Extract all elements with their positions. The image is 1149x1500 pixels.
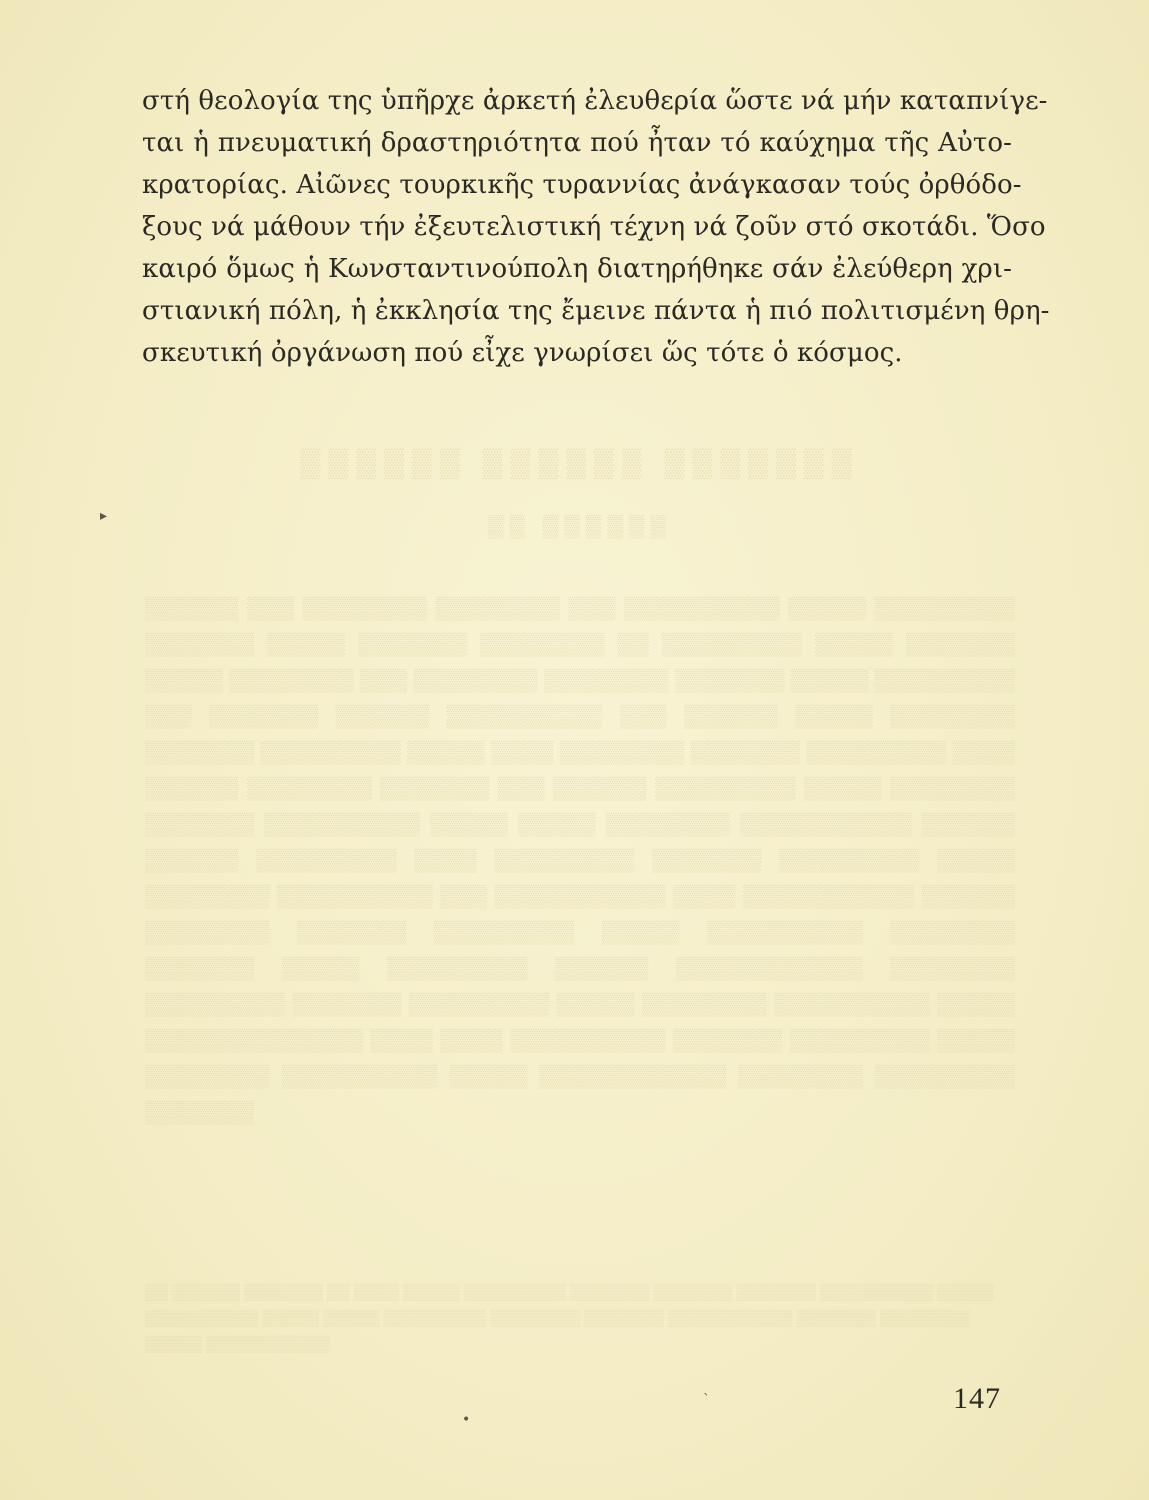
page-number: 147 — [953, 1382, 1001, 1415]
margin-speck-icon: ▸ — [100, 508, 108, 524]
paragraph-line: κρατορίας. Αἰῶνες τουρκικῆς τυραννίας ἀνάγκασαν τούς ὀρθόδο- — [142, 170, 1022, 200]
body-paragraph — [142, 80, 1050, 374]
paragraph-line: στή θεολογία της ὑπῆρχε ἀρκετή ἐλευθερία ὥστε νά μήν καταπνίγε- — [142, 86, 1048, 116]
paragraph-line: ται ἡ πνευματική δραστηριότητα πού ἦταν τό καύχημα τῆς Αὐτο- — [142, 128, 1012, 158]
paragraph-line: ξους νά μάθουν τήν ἐξευτελιστική τέχνη νά ζοῦν στό σκοτάδι. Ὅσο — [142, 212, 1046, 242]
paragraph-line: καιρό ὅμως ἡ Κωνσταντινούπολη διατηρήθηκε σάν ἐλεύθερη χρι- — [142, 254, 1012, 284]
margin-speck-icon: ˋ — [703, 1392, 710, 1408]
bleed-through-heading: ▒▒▒▒▒▒ ▒▒▒▒▒▒ ▒▒▒▒▒▒▒ — [300, 448, 860, 479]
bleed-through-footnotes: ▒▒ ▒▒▒▒▒▒ ▒▒▒▒▒▒▒ ▒▒ ▒▒▒▒ ▒▒▒▒▒ ▒▒▒▒▒▒▒▒▒ ▒▒▒▒▒▒▒ ▒▒▒▒▒▒▒ ▒▒▒▒▒▒▒ ▒▒▒▒▒▒▒▒▒▒ ▒▒▒▒▒ ▒▒▒▒▒▒▒▒▒▒ ▒▒▒▒▒ ▒▒▒▒▒ ▒▒▒▒▒▒▒▒▒ ▒▒▒▒▒▒▒▒ ▒▒▒▒▒▒▒ ▒▒▒▒▒▒▒▒▒▒▒ ▒▒▒▒▒▒▒ ▒▒▒▒▒▒▒▒ ▒▒▒▒▒ ▒▒▒▒▒▒▒▒▒▒▒ — [145, 1284, 994, 1353]
bleed-through-body: ▒▒▒▒▒▒ ▒▒▒ ▒▒▒▒▒▒▒▒ ▒▒▒▒▒▒▒▒ ▒▒▒ ▒▒▒▒▒▒▒▒▒▒ ▒▒▒▒▒ ▒▒▒▒▒▒▒▒▒ ▒▒▒▒▒▒▒ ▒▒▒▒▒ ▒▒▒▒▒▒▒ ▒▒▒▒▒▒▒▒ ▒▒ ▒▒▒▒▒▒▒▒▒ ▒▒▒▒▒ ▒▒▒▒▒▒▒ ▒▒▒▒▒ ▒▒▒▒▒▒▒▒ ▒▒▒ ▒▒▒▒▒▒▒▒ ▒▒▒▒▒▒▒▒ ▒▒▒▒▒▒▒ ▒▒▒▒▒ ▒▒▒▒▒▒▒▒▒ ▒▒▒ ▒▒▒▒▒▒▒ ▒▒▒▒▒▒ ▒▒▒▒▒▒▒▒▒▒ ▒▒▒ ▒▒▒▒▒▒ ▒▒▒▒▒ ▒▒▒▒▒▒▒▒ ▒▒▒▒▒▒▒ ▒▒▒▒▒▒▒▒▒ ▒▒▒▒▒ ▒▒▒▒ ▒▒▒▒▒▒▒▒ ▒▒▒▒▒▒▒ ▒▒▒▒▒▒▒▒▒ ▒▒▒▒ ▒▒▒▒▒▒ ▒▒▒▒▒▒▒▒ ▒▒▒▒▒▒▒ ▒▒▒ ▒▒▒▒▒▒ ▒▒▒▒▒▒▒▒▒ ▒▒▒▒▒ ▒▒▒▒▒▒▒▒ ▒▒▒▒▒▒▒ ▒▒▒▒▒▒▒▒▒▒ ▒▒▒▒▒ ▒▒▒▒▒ ▒▒▒▒▒▒▒▒ ▒▒▒▒▒▒▒▒▒▒▒ ▒▒▒▒▒▒ ▒▒▒▒▒▒ ▒▒▒▒▒▒▒▒▒ ▒▒▒▒ ▒▒▒▒▒▒▒▒▒ ▒▒▒▒▒▒▒ ▒▒▒▒▒▒▒▒▒ ▒▒▒▒▒ ▒▒▒▒▒▒▒▒ ▒▒▒▒▒▒▒▒▒▒ ▒▒▒ ▒▒▒▒▒▒▒▒▒▒▒ ▒▒▒▒ ▒▒▒▒▒▒▒▒▒▒▒ ▒▒▒▒▒▒ ▒▒▒▒▒▒▒▒ ▒▒▒▒▒▒▒ ▒▒▒▒▒▒▒▒▒ ▒▒▒▒▒ ▒▒▒▒▒▒▒▒▒▒ ▒▒▒▒▒▒▒▒ ▒▒▒▒▒▒▒ ▒▒▒▒▒ ▒▒▒▒▒▒▒▒▒ ▒▒▒▒▒▒ ▒▒▒▒▒▒▒▒▒▒▒▒ ▒▒▒▒▒▒▒▒ ▒▒▒▒▒▒▒▒▒ ▒▒▒▒▒▒▒ ▒▒▒▒▒▒▒▒▒ ▒▒▒▒▒ ▒▒▒▒▒▒▒▒ ▒▒▒▒▒▒▒▒▒▒ ▒▒▒▒▒ ▒▒▒▒▒▒▒▒▒▒▒▒▒▒ ▒▒▒▒ ▒▒▒▒ ▒▒▒▒▒▒▒▒▒▒ ▒▒▒▒▒▒▒ ▒▒▒▒▒▒▒▒▒ ▒▒▒▒▒ ▒▒▒▒▒▒▒▒ ▒▒▒▒▒▒▒▒▒▒ ▒▒▒▒▒ ▒▒▒▒▒▒▒▒▒▒▒▒ ▒▒▒▒▒▒▒▒ ▒▒▒▒▒▒▒▒▒ ▒▒▒▒▒▒▒ — [145, 595, 1015, 1124]
paragraph-line: στιανική πόλη, ἡ ἐκκλησία της ἔμεινε πάντα ἡ πιό πολιτισμένη θρη- — [142, 296, 1050, 326]
margin-speck-icon: • — [462, 1412, 471, 1428]
paragraph-line: σκευτική ὀργάνωση πού εἶχε γνωρίσει ὥς τότε ὁ κόσμος. — [142, 338, 903, 368]
bleed-through-subheading: ▒▒ ▒▒▒▒▒▒ — [487, 513, 673, 538]
